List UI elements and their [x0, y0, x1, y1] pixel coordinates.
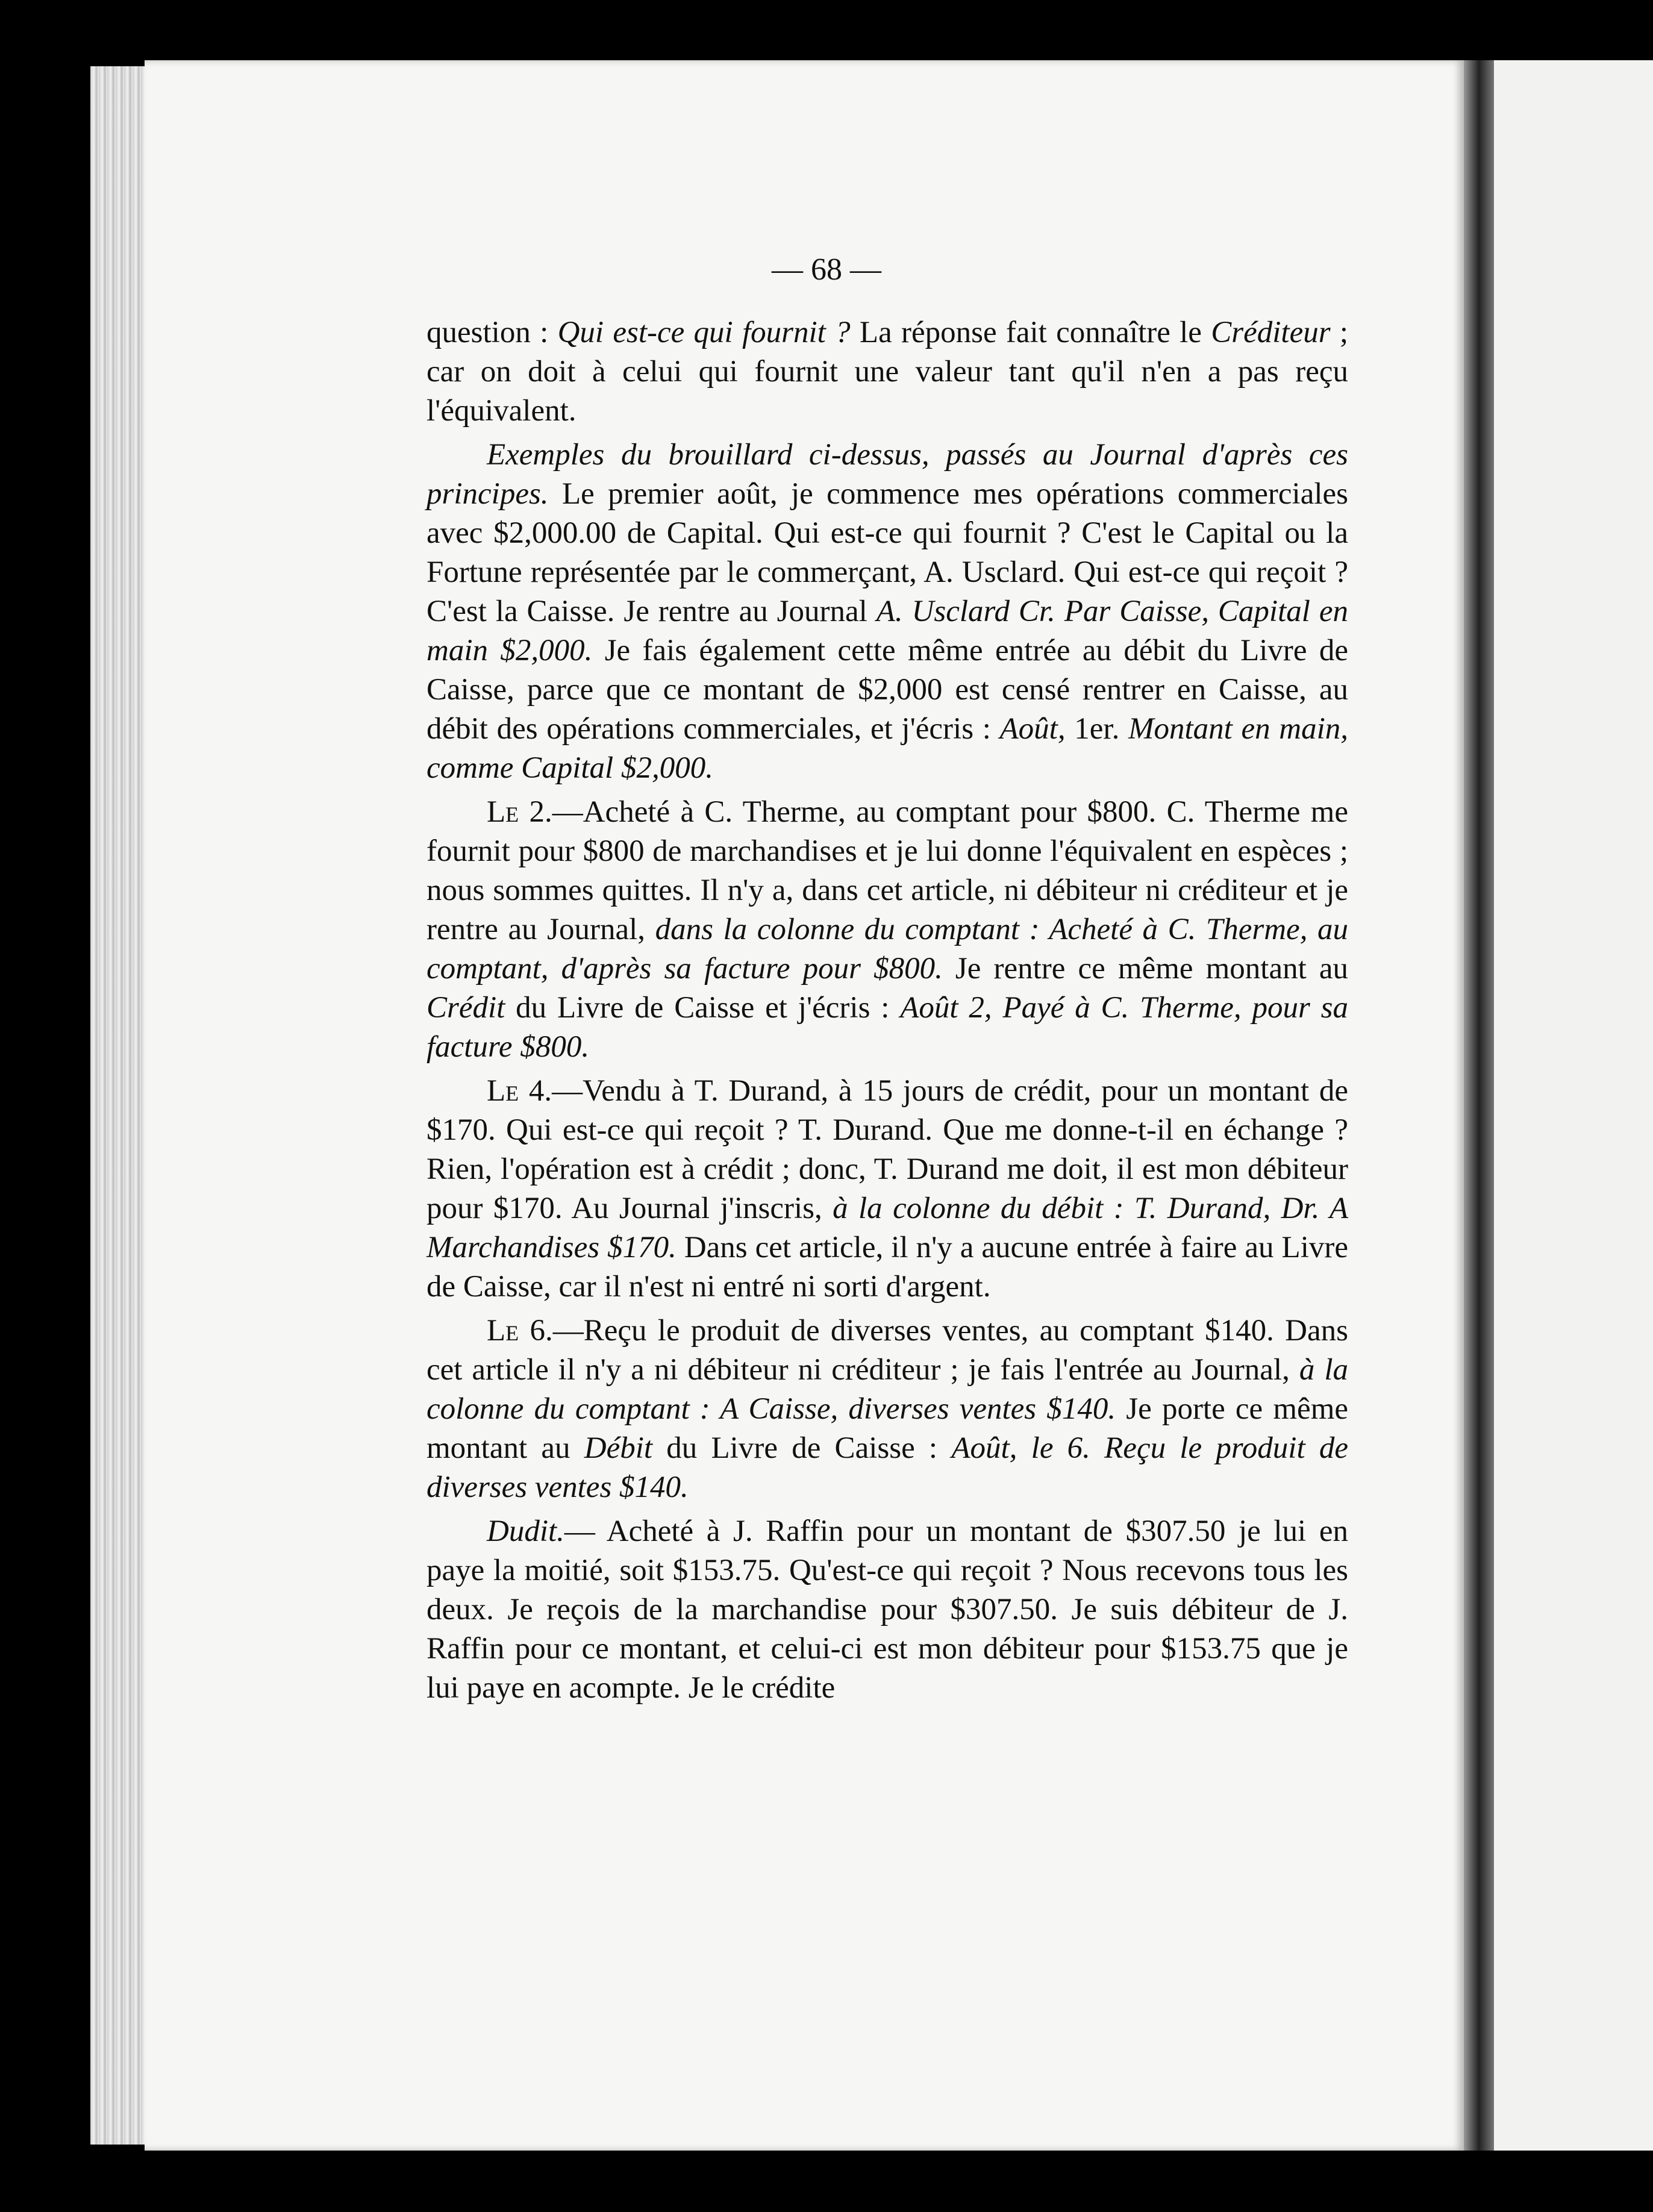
italic-run: Août 2, Payé à C. Therme, pour sa facture $800.	[427, 991, 1348, 1064]
text-run: question :	[427, 316, 558, 349]
text-run: du Livre de Caisse et j'écris :	[505, 991, 901, 1025]
italic-run: Qui est-ce qui fournit ?	[557, 316, 851, 349]
smallcaps-run: Le	[487, 795, 519, 829]
text-run: ; car on doit à celui qui fournit une valeur tant qu'il n'en a pas reçu l'équivalent.	[427, 316, 1349, 428]
text-run: 6.—Reçu le produit de diverses ventes, au comptant $140. Dans cet article il n'y a ni débiteur ni créditeur ; je fais l'entrée au Journal,	[427, 1314, 1348, 1387]
facing-page-edge	[1494, 60, 1653, 2151]
italic-run: Exemples du brouillard ci-dessus, passés au Journal d'après ces principes.	[427, 438, 1348, 511]
italic-run: Août, le 6. Reçu le produit de diverses ventes $140.	[427, 1431, 1349, 1504]
italic-run: à la colonne du débit : T. Durand, Dr. A Marchandises $170.	[427, 1192, 1348, 1264]
italic-run: A. Usclard Cr. Par Caisse, Capital en main $2,000.	[427, 595, 1349, 667]
text-run: Je rentre ce même montant au	[942, 952, 1348, 986]
italic-run: à la colonne du comptant : A Caisse, diverses ventes $140.	[427, 1353, 1348, 1426]
paragraph	[427, 1512, 1348, 1708]
book-gutter	[1464, 60, 1494, 2151]
text-run: La réponse fait connaître le	[850, 316, 1211, 349]
paragraph	[427, 793, 1348, 1067]
page-number: — 68 —	[772, 252, 881, 287]
italic-run: Créditeur	[1211, 316, 1331, 349]
italic-run: Montant en main, comme Capital $2,000.	[427, 712, 1348, 785]
text-run: 2.—Acheté à C. Therme, au comptant pour $800. C. Therme me fournit pour $800 de marchandises et je lui donne l'équivalent en espèces ; nous sommes quittes. Il n'y a, dans cet article, ni débiteur ni créditeur et je rentre au Journal,	[427, 795, 1348, 946]
smallcaps-run: Le	[487, 1314, 519, 1348]
text-run: 4.—Vendu à T. Durand, à 15 jours de crédit, pour un montant de $170. Qui est-ce qui reçoit ? T. Durand. Que me donne-t-il en échange ? Rien, l'opération est à crédit ; donc, T. Durand me doit, il est mon débiteur pour $170. Au Journal j'inscris,	[427, 1074, 1348, 1225]
italic-run: Crédit	[427, 991, 505, 1025]
text-run: 1er.	[1065, 712, 1128, 746]
text-run: Le premier août, je commence mes opérations commerciales avec $2,000.00 de Capital. Qui est-ce qui fournit ? C'est le Capital ou la Fortune représentée par le commerçant, A. Usclard. Qui est-ce qui reçoit ? C'est la Caisse. Je rentre au Journal	[427, 477, 1348, 628]
italic-run: Dudit.	[487, 1514, 564, 1548]
text-run: Dans cet article, il n'y a aucune entrée à faire au Livre de Caisse, car il n'est ni entré ni sorti d'argent.	[427, 1231, 1348, 1304]
paragraph	[427, 1311, 1348, 1507]
smallcaps-run: Le	[487, 1074, 519, 1108]
italic-run: Août,	[999, 712, 1066, 746]
paragraph	[427, 1072, 1348, 1307]
text-run: Je fais également cette même entrée au débit du Livre de Caisse, parce que ce montant de $2,000 est censé rentrer en Caisse, au débit des opérations commerciales, et j'écris :	[427, 634, 1348, 746]
italic-run: dans la colonne du comptant : Acheté à C. Therme, au comptant, d'après sa facture pour $800.	[427, 913, 1348, 986]
paragraph	[427, 313, 1348, 431]
text-run: — Acheté à J. Raffin pour un montant de $307.50 je lui en paye la moitié, soit $153.75. Qu'est-ce qui reçoit ? Nous recevons tous les deux. Je reçois de la marchandise pour $307.50. Je suis débiteur de J. Raffin pour ce montant, et celui-ci est mon débiteur pour $153.75 que je lui paye en acompte. Je le crédite	[427, 1514, 1348, 1705]
text-run: Je porte ce même montant au	[427, 1392, 1348, 1465]
paragraph	[427, 436, 1348, 788]
body-text	[427, 313, 1348, 1713]
text-run: du Livre de Caisse :	[652, 1431, 952, 1465]
italic-run: Débit	[584, 1431, 653, 1465]
